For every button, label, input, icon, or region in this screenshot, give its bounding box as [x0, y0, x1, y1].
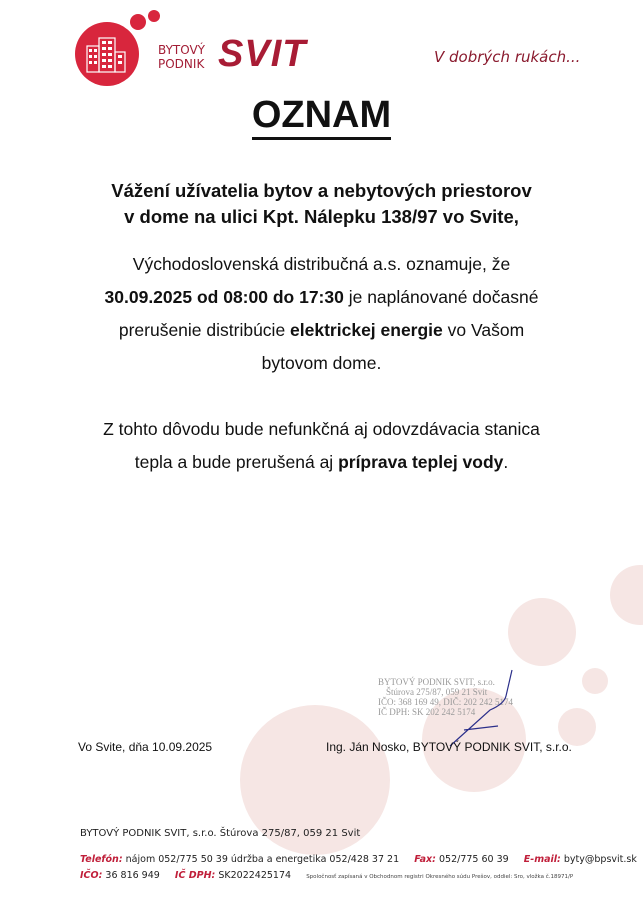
p1-line2-text: je naplánované dočasné — [343, 287, 539, 307]
outage-type: elektrickej energie — [290, 320, 443, 340]
stamp-line3: IČO: 368 169 49, DIČ: 202 242 5174 — [378, 697, 513, 707]
p2-line2 — [0, 446, 643, 479]
salutation-line2: v dome na ulici Kpt. Nálepku 138/97 vo Svite, — [124, 206, 519, 227]
email-label: E-mail: — [523, 854, 561, 865]
notice-paragraph-2 — [0, 413, 643, 479]
p2-line2-pre: tepla a bude prerušená aj — [134, 452, 339, 472]
email-link[interactable]: byty@bpsvit.sk — [560, 854, 637, 865]
footer-ids — [80, 870, 573, 881]
logo-circle — [75, 22, 139, 86]
logo-line2: PODNIK — [158, 57, 205, 71]
tagline: V dobrých rukách... — [434, 48, 581, 66]
hot-water-notice: príprava teplej vody — [338, 452, 504, 472]
icdph-label: IČ DPH: — [174, 870, 216, 881]
p2-line1: Z tohto dôvodu bude nefunkčná aj odovzdávacia stanica — [103, 419, 540, 439]
salutation — [0, 178, 643, 230]
salutation-line1: Vážení užívatelia bytov a nebytových priestorov — [111, 180, 532, 201]
registry-note: Spoločnosť zapísaná v Obchodnom registri Okresného súdu Prešov, oddiel: Sro, vložka č.18971/P — [306, 874, 574, 880]
p2-line2-post: . — [503, 452, 509, 472]
logo-dot — [130, 14, 146, 30]
outage-datetime: 30.09.2025 od 08:00 do 17:30 — [104, 287, 344, 307]
decor-circle — [582, 668, 608, 694]
signature-icon — [440, 668, 520, 748]
logo-dot — [148, 10, 160, 22]
logo-text — [158, 43, 205, 71]
logo-line1: BYTOVÝ — [158, 43, 206, 57]
ico-label: IČO: — [80, 870, 103, 881]
stamp-line2: Štúrova 275/87, 059 21 Svit — [386, 687, 488, 697]
signatory: Ing. Ján Nosko, BYTOVÝ PODNIK SVIT, s.r.o. — [326, 740, 572, 754]
notice-paragraph-1 — [0, 248, 643, 380]
p1-line3-pre: prerušenie distribúcie — [118, 320, 291, 340]
stamp-line1: BYTOVÝ PODNIK SVIT, s.r.o. — [378, 677, 495, 687]
decor-circle — [508, 598, 576, 666]
p1-line1: Východoslovenská distribučná a.s. oznamuje, že — [132, 254, 511, 274]
footer-company-address: BYTOVÝ PODNIK SVIT, s.r.o. Štúrova 275/87, 059 21 Svit — [80, 828, 361, 839]
p1-line3 — [0, 314, 643, 347]
p1-line3-post: vo Vašom — [442, 320, 525, 340]
footer-contacts — [80, 854, 637, 865]
title-text: OZNAM — [252, 94, 391, 140]
icdph-value: SK2022425174 — [215, 870, 292, 881]
place-date: Vo Svite, dňa 10.09.2025 — [78, 740, 213, 754]
logo-brand: SVIT — [218, 33, 307, 75]
building-icon — [75, 22, 139, 86]
stamp-line4: IČ DPH: SK 202 242 5174 — [378, 707, 476, 717]
phone-value: nájom 052/775 50 39 údržba a energetika 052/428 37 21 — [122, 854, 400, 865]
p1-line4: bytovom dome. — [261, 353, 382, 373]
phone-label: Telefón: — [80, 854, 123, 865]
fax-label: Fax: — [414, 854, 436, 865]
p1-line2 — [0, 281, 643, 314]
page-title — [0, 94, 643, 137]
ico-value: 36 816 949 — [102, 870, 160, 881]
decor-circle — [610, 565, 643, 625]
fax-value: 052/775 60 39 — [435, 854, 509, 865]
